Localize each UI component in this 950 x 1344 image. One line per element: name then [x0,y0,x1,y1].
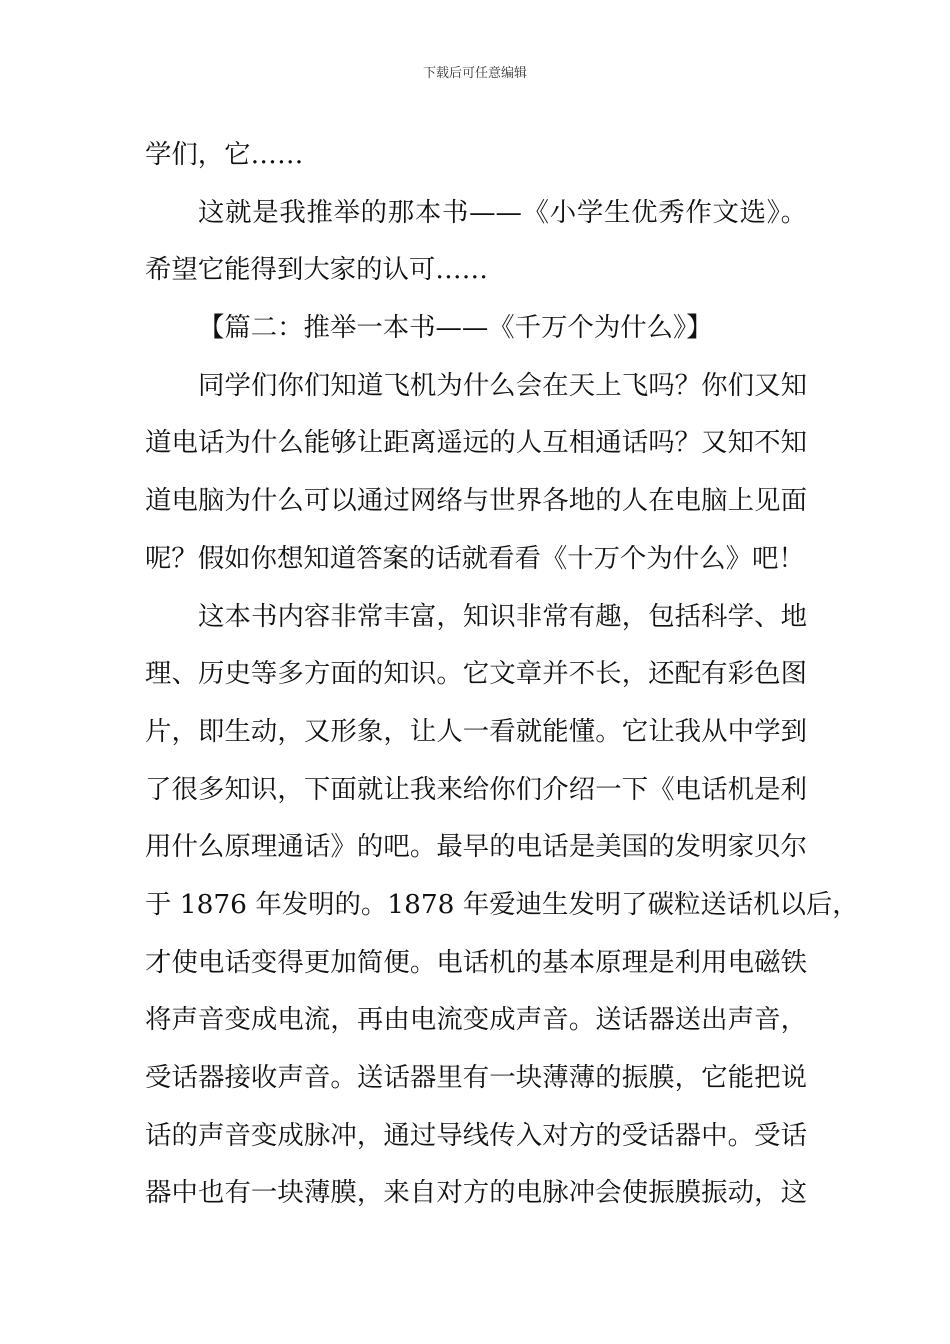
text-line: 了很多知识，下面就让我来给你们介绍一下《电话机是利 [145,773,807,805]
text-line: 受话器接收声音。送话器里有一块薄薄的振膜，它能把说 [145,1062,807,1093]
text-line: 理、历史等多方面的知识。它文章并不长，还配有彩色图 [145,658,807,690]
text-line: 话的声音变成脉冲，通过导线传入对方的受话器中。受话 [145,1119,807,1151]
text-line: 道电脑为什么可以通过网络与世界各地的人在电脑上见面 [145,485,807,517]
text-line: 用什么原理通话》的吧。最早的电话是美国的发明家贝尔 [145,831,807,863]
text-line: 呢？假如你想知道答案的话就看看《十万个为什么》吧！ [145,542,805,574]
text-line: 将声音变成电流，再由电流变成声音。送话器送出声音， [145,1004,807,1036]
text-line: 这就是我推举的那本书——《小学生优秀作文选》。 [198,196,807,228]
text-line: 于 1876 年发明的。1878 年爱迪生发明了碳粒送话机以后， [145,888,859,920]
text-line: 这本书内容非常丰富，知识非常有趣，包括科学、地 [198,600,807,632]
page-header: 下载后可任意编辑 [422,66,527,81]
section-heading: 【篇二：推举一本书——《千万个为什么》】 [198,312,713,344]
body-text [145,126,859,1222]
text-line: 器中也有一块薄膜，来自对方的电脉冲会使振膜振动，这 [145,1177,807,1209]
text-line: 片，即生动，又形象，让人一看就能懂。它让我从中学到 [145,715,807,747]
text-line: 同学们你们知道飞机为什么会在天上飞吗？你们又知 [198,369,807,401]
text-line: 学们，它…… [145,139,304,170]
text-line: 希望它能得到大家的认可…… [145,254,489,286]
text-line: 道电话为什么能够让距离遥远的人互相通话吗？又知不知 [145,427,807,459]
text-line: 才使电话变得更加简便。电话机的基本原理是利用电磁铁 [145,946,807,978]
